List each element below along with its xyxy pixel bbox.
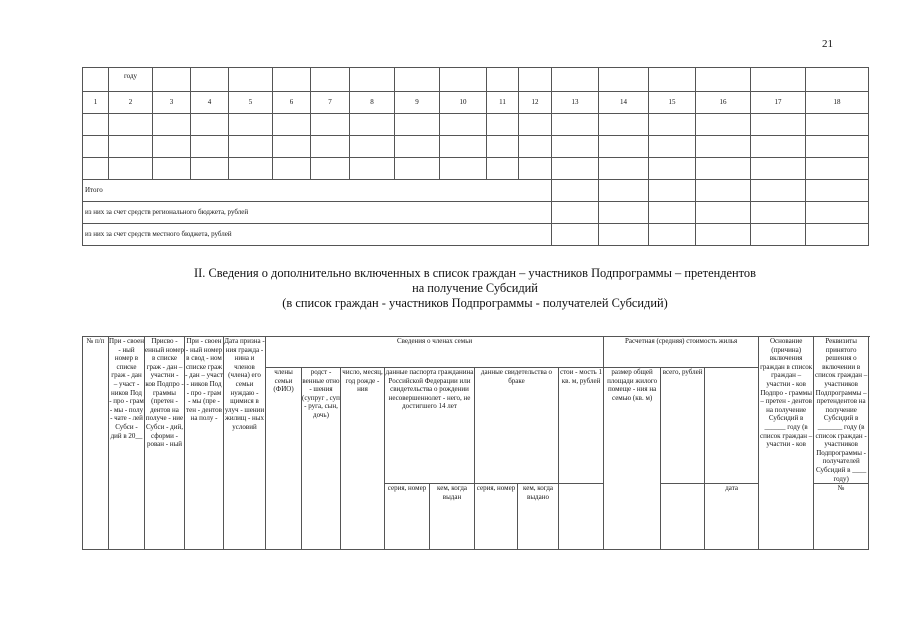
- header-decision-number: №: [814, 484, 869, 550]
- subsidy-summary-table: [82, 67, 869, 246]
- column-number: 12: [519, 92, 552, 114]
- column-number: 9: [395, 92, 440, 114]
- header-decision-date: дата: [705, 484, 759, 550]
- header-passport-issued-by: кем, когда выдан: [430, 484, 475, 550]
- header-marriage-certificate: данные свидетельства о браке: [475, 368, 559, 484]
- header-family-info: Сведения о членах семьи: [266, 337, 604, 368]
- column-number: 5: [229, 92, 273, 114]
- header-assigned-in-list: При - своен - ный номер в свод - ном списке граж - дан – участ - ников Под - про - грам - мы (пре - тен - дентов на полу -: [185, 337, 224, 550]
- header-passport-series: серия, номер: [385, 484, 430, 550]
- local-budget-label: из них за счет средств местного бюджета, рублей: [83, 224, 552, 246]
- table-row: [83, 158, 869, 180]
- year-cell: году: [109, 68, 153, 92]
- header-assigned-in-consolidated-list: Присво - енный номер в списке граж - дан – участни - ков Подпро - граммы (претен - дентов на получе - ние Субси - дий, сформи - рован - ный: [145, 337, 185, 550]
- column-number: 17: [751, 92, 806, 114]
- column-number: 15: [649, 92, 696, 114]
- header-certificate-series: серия, номер: [475, 484, 518, 550]
- section-heading: [82, 266, 868, 311]
- column-number: 10: [440, 92, 487, 114]
- section-title-line-2: на получение Субсидий: [412, 281, 538, 295]
- header-inclusion-grounds: Основание (причина) включения граждан в список граждан – участни - ков Подпро - граммы – претен - дентов на получение Субсидий в ______ году (в список граждан – участни - ков: [759, 337, 814, 550]
- column-number: 3: [153, 92, 191, 114]
- column-number: 18: [806, 92, 869, 114]
- header-family-members: члены семьи (ФИО): [266, 368, 302, 550]
- column-number: 11: [487, 92, 519, 114]
- regional-budget-row: [83, 202, 869, 224]
- header-sqm-cost: стои - мость 1 кв. м, рублей: [559, 368, 604, 484]
- header-birth-date: число, месяц, год рожде - ния: [341, 368, 385, 550]
- header-assigned-number: При - своен - ный номер в списке граж - дан – участ - ников Под - про - грам - мы - полу - чате - лей Субси - дий в 20__: [109, 337, 145, 550]
- column-number-row: [83, 92, 869, 114]
- column-number: 1: [83, 92, 109, 114]
- total-label: Итого: [83, 180, 552, 202]
- page-number: 21: [822, 38, 833, 50]
- table-row: [83, 136, 869, 158]
- header-num: № п/п: [83, 337, 109, 550]
- section-title-line-3: (в список граждан - участников Подпрограммы - получателей Субсидий): [282, 296, 668, 310]
- header-recognition-date: Дата призна - ния гражда - нина и членов (члена) его семьи нуждаю - щимися в улуч - шении жилищ - ных условий: [224, 337, 266, 550]
- column-number: 4: [191, 92, 229, 114]
- column-number: 16: [696, 92, 751, 114]
- column-number: 7: [311, 92, 350, 114]
- column-number: 13: [552, 92, 599, 114]
- column-number: 14: [599, 92, 649, 114]
- header-total-rub: всего, рублей: [661, 368, 705, 484]
- column-number: 8: [350, 92, 395, 114]
- table-row: [83, 68, 869, 92]
- regional-budget-label: из них за счет средств регионального бюджета, рублей: [83, 202, 552, 224]
- additional-participants-table: [82, 336, 869, 550]
- header-living-area: размер общей площади жилого помеще - ния на семью (кв. м): [604, 368, 661, 550]
- header-passport-data: данные паспорта гражданина Российской Федерации или свидетельства о рождении несовершеннолет - него, не достигшего 14 лет: [385, 368, 475, 484]
- column-number: 2: [109, 92, 153, 114]
- local-budget-row: [83, 224, 869, 246]
- table-row: [83, 114, 869, 136]
- total-row: [83, 180, 869, 202]
- column-number: 6: [273, 92, 311, 114]
- header-decision-details: Реквизиты принятого решения о включении в список граждан – участников Подпрограммы – претендентов на получение Субсидий в _______ году (в список граждан - участников Подпрограммы - получателей Субсидий в ____ году): [814, 337, 868, 483]
- header-certificate-issued-by: кем, когда выдано: [518, 484, 559, 550]
- header-housing-cost: Расчетная (средняя) стоимость жилья: [604, 337, 759, 368]
- section-title-line-1: II. Сведения о дополнительно включенных в список граждан – участников Подпрограммы – претендентов: [194, 266, 756, 280]
- header-kinship: родст - венные отно - шения (супруг , суп - руга, сын, дочь): [302, 368, 341, 550]
